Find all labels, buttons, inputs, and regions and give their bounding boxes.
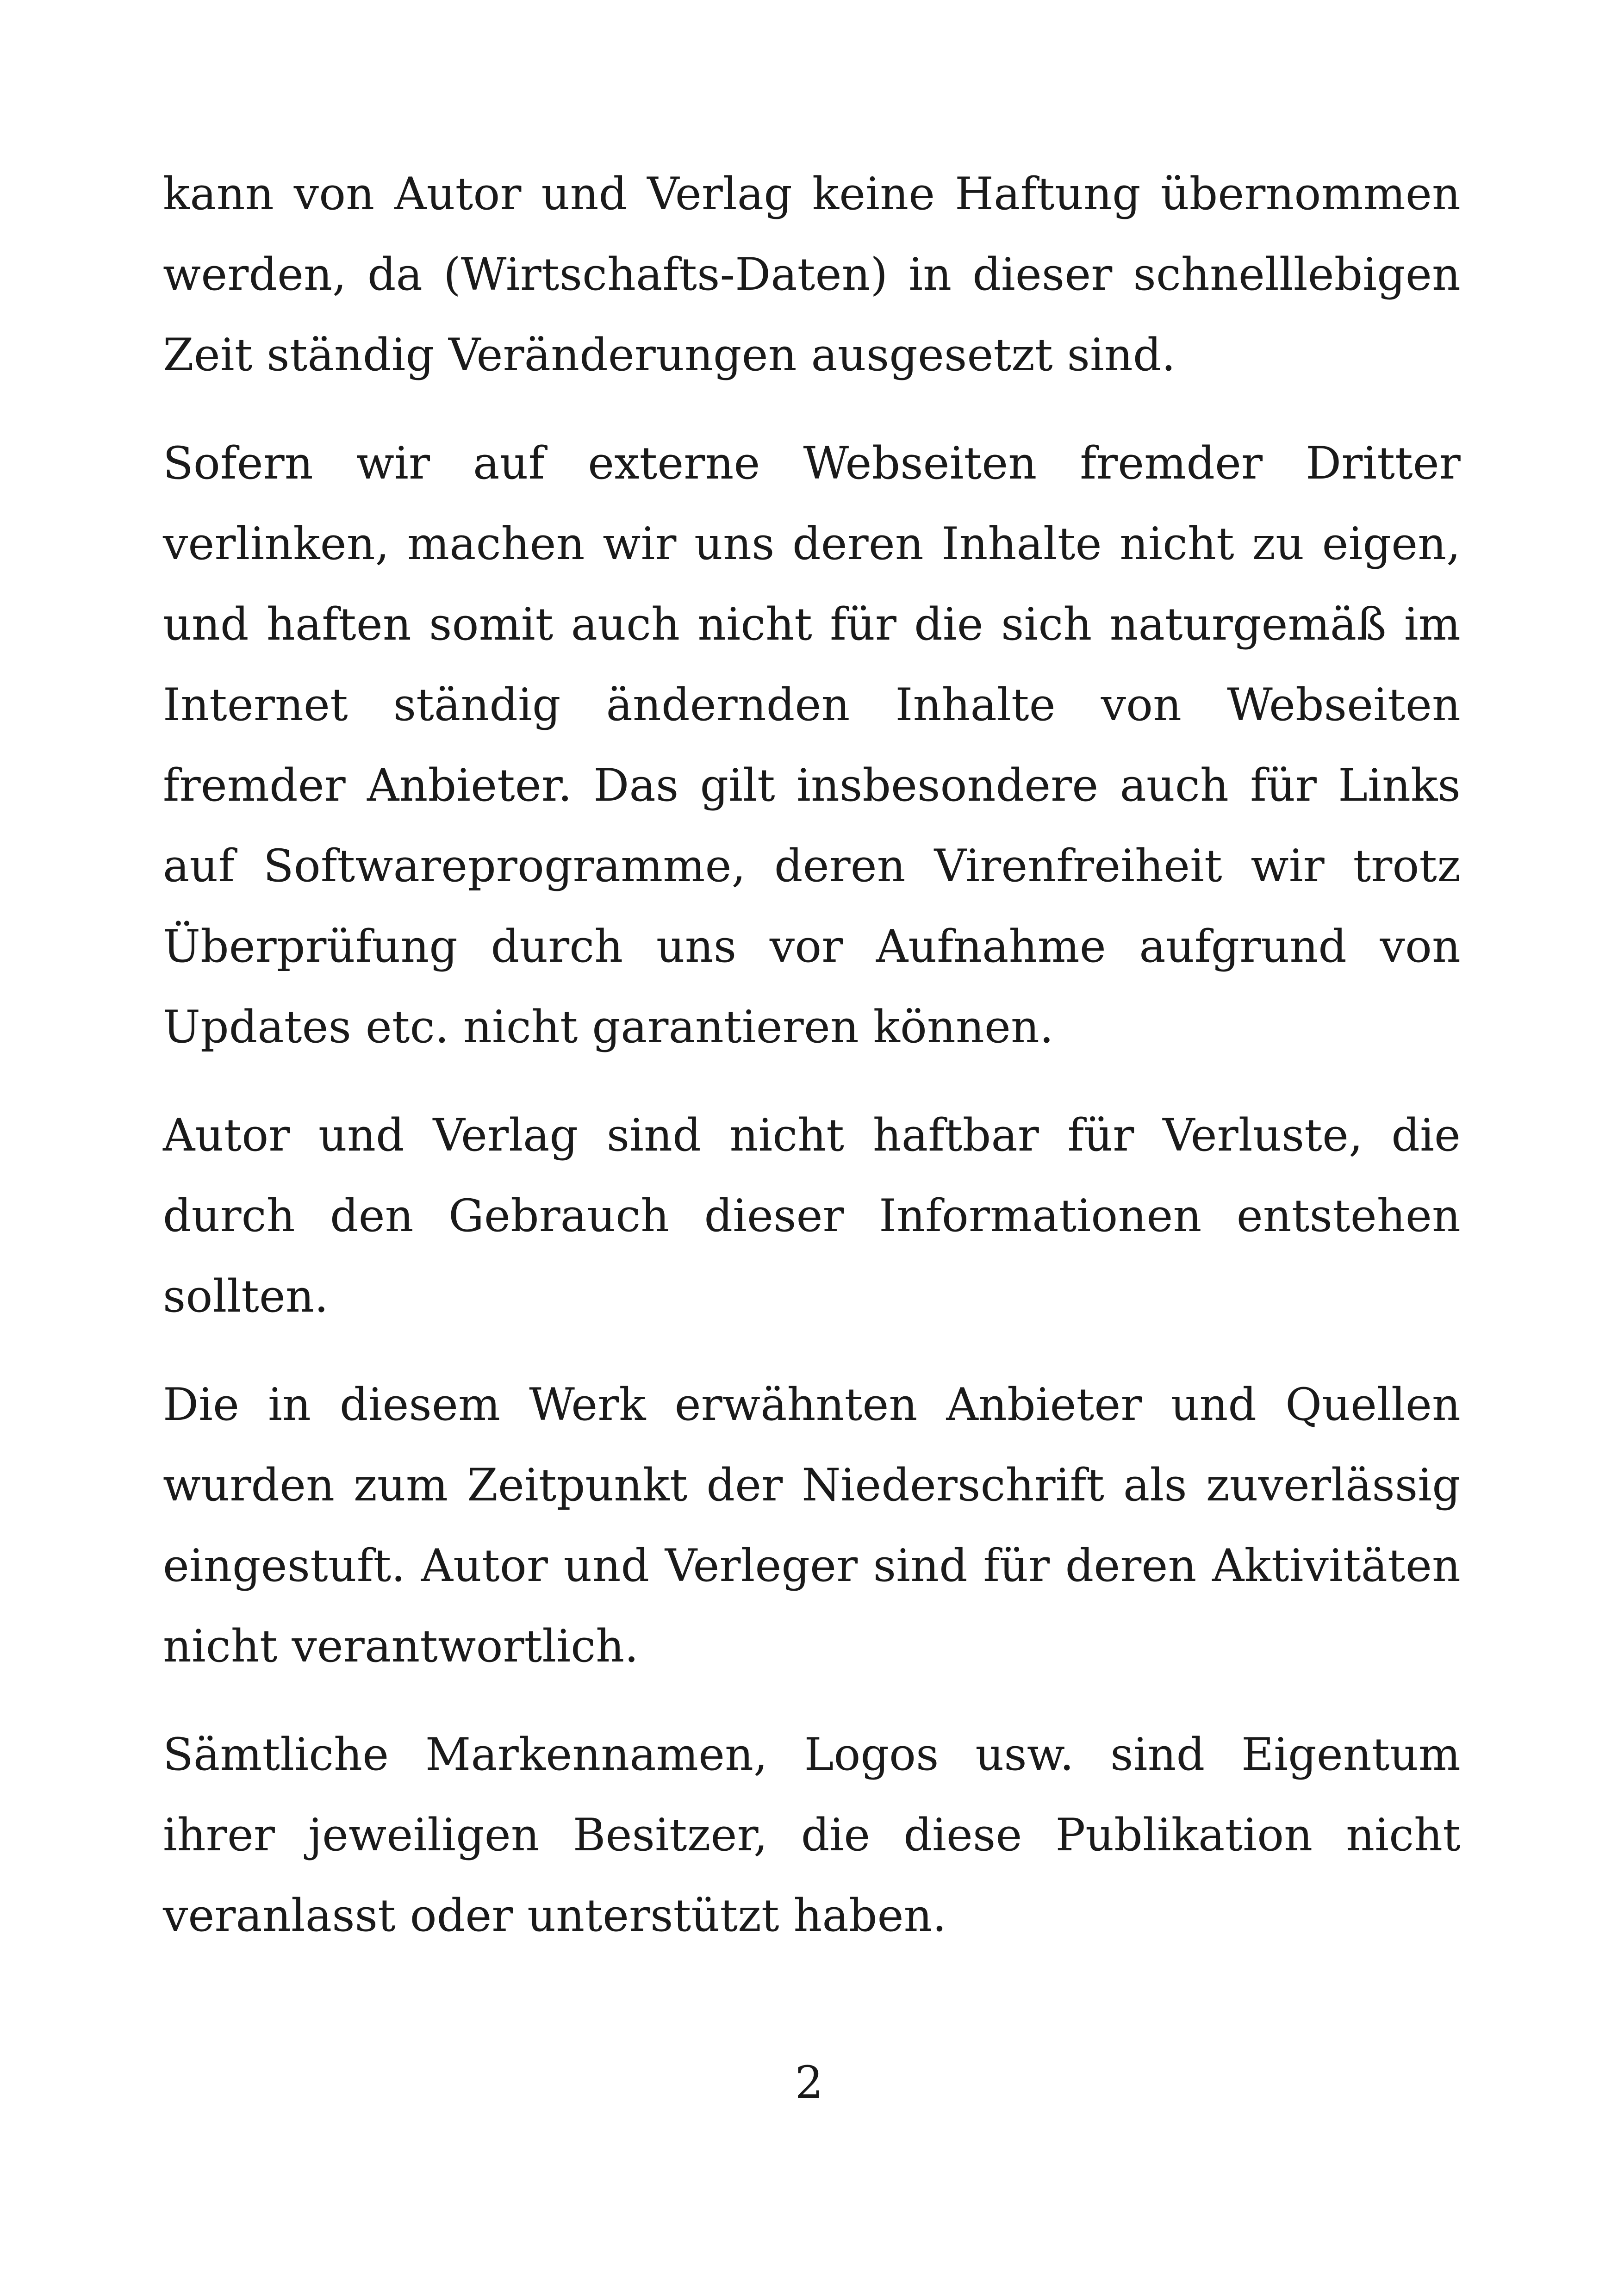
- page-number: 2: [795, 2057, 823, 2109]
- body-text: [163, 154, 1461, 1984]
- paragraph-providers-sources: Die in diesem Werk erwähnten Anbieter und Quellen wurden zum Zeitpunkt der Niederschrift als zuverlässig eingestuft. Autor und Verleger sind für deren Aktivitäten nicht verantwortlich.: [163, 1379, 1461, 1672]
- paragraph-external-links: Sofern wir auf externe Webseiten fremder Dritter verlinken, machen wir uns deren Inhalte nicht zu eigen, und haften somit auch nicht für die sich naturgemäß im Internet ständig ändernden Inhalte von Webseiten fremder Anbieter. Das gilt insbesondere auch für Links auf Softwareprogramme, deren Virenfreiheit wir trotz Überprüfung durch uns vor Aufnahme aufgrund von Updates etc. nicht garantieren können.: [163, 437, 1461, 1053]
- paragraph-trademarks: Sämtliche Markennamen, Logos usw. sind Eigentum ihrer jeweiligen Besitzer, die diese Publikation nicht veranlasst oder unterstützt haben.: [163, 1729, 1461, 1941]
- paragraph-liability-continued: kann von Autor und Verlag keine Haftung übernommen werden, da (Wirtschafts-Daten) in dieser schnelllebigen Zeit ständig Veränderungen ausgesetzt sind.: [163, 168, 1461, 381]
- paragraph-losses: Autor und Verlag sind nicht haftbar für Verluste, die durch den Gebrauch dieser Informationen entstehen sollten.: [163, 1109, 1461, 1322]
